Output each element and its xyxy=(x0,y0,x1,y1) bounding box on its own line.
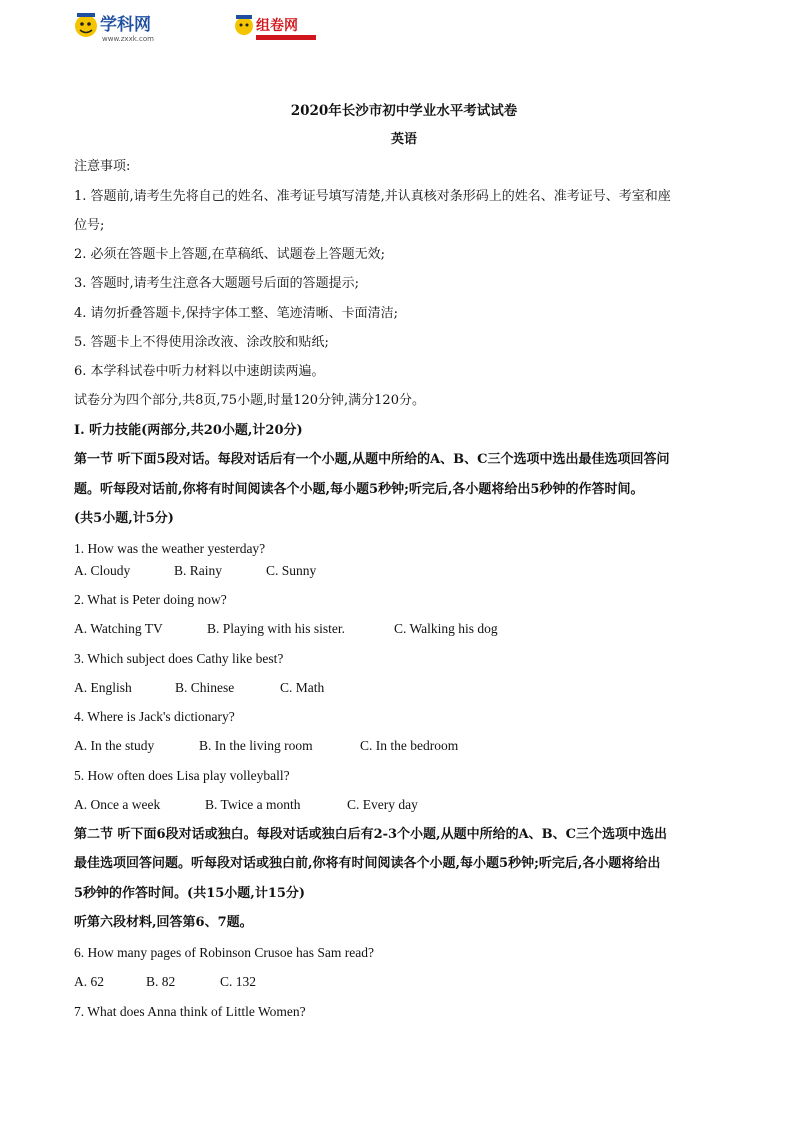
option-b: B. 82 xyxy=(146,974,176,989)
material-6-heading: 听第六段材料,回答第6、7题。 xyxy=(74,915,253,930)
logo2-text: 组卷网 xyxy=(256,18,298,34)
note-line: 4. 请勿折叠答题卡,保持字体工整、笔迹清晰、卡面清洁; xyxy=(74,306,399,321)
section2-instructions: 最佳选项回答问题。听每段对话或独白前,你将有时间阅读各个小题,每小题5秒钟;听完后,各小题将给出 xyxy=(74,856,661,871)
option-c: C. Every day xyxy=(347,797,418,812)
question-3: 3. Which subject does Cathy like best? xyxy=(74,651,284,666)
option-a: A. Cloudy xyxy=(74,563,131,578)
option-b: B. Chinese xyxy=(175,680,235,695)
option-c: C. 132 xyxy=(220,974,257,989)
note-line: 2. 必须在答题卡上答题,在草稿纸、试题卷上答题无效; xyxy=(74,247,386,262)
section1-instructions: (共5小题,计5分) xyxy=(74,511,174,526)
logo1-url: www.zxxk.com xyxy=(102,35,154,43)
question-4: 4. Where is Jack's dictionary? xyxy=(74,709,235,724)
question-1: 1. How was the weather yesterday? xyxy=(74,541,266,556)
question-2: 2. What is Peter doing now? xyxy=(74,592,227,607)
option-b: B. Playing with his sister. xyxy=(207,621,346,636)
note-line: 6. 本学科试卷中听力材料以中速朗读两遍。 xyxy=(74,364,325,379)
option-c: C. Walking his dog xyxy=(394,621,498,636)
section1-instructions: 第一节 听下面5段对话。每段对话后有一个小题,从题中所给的A、B、C三个选项中选出最佳选项回答问 xyxy=(74,452,670,467)
option-c: C. Math xyxy=(280,680,325,695)
exam-summary: 试卷分为四个部分,共8页,75小题,时量120分钟,满分120分。 xyxy=(74,393,425,408)
option-a: A. 62 xyxy=(74,974,104,989)
exam-title: 2020年长沙市初中学业水平考试试卷 xyxy=(290,103,518,119)
note-line: 5. 答题卡上不得使用涂改液、涂改胶和贴纸; xyxy=(74,335,329,350)
section2-instructions: 第二节 听下面6段对话或独白。每段对话或独白后有2-3个小题,从题中所给的A、B、C三个选项中选出 xyxy=(74,827,668,842)
exam-subject: 英语 xyxy=(390,132,417,147)
option-b: B. Twice a month xyxy=(205,797,301,812)
option-b: B. In the living room xyxy=(199,738,313,753)
option-a: A. English xyxy=(74,680,132,695)
question-6: 6. How many pages of Robinson Crusoe has Sam read? xyxy=(74,945,374,960)
part1-heading: I. 听力技能(两部分,共20小题,计20分) xyxy=(74,423,303,438)
section1-instructions: 题。听每段对话前,你将有时间阅读各个小题,每小题5秒钟;听完后,各小题将给出5秒钟的作答时间。 xyxy=(74,482,644,497)
notice-heading: 注意事项: xyxy=(74,159,131,174)
zujuanwang-logo xyxy=(234,10,324,44)
option-c: C. Sunny xyxy=(266,563,317,578)
option-c: C. In the bedroom xyxy=(360,738,459,753)
option-a: A. Watching TV xyxy=(74,621,163,636)
option-a: A. Once a week xyxy=(74,797,161,812)
question-7: 7. What does Anna think of Little Women? xyxy=(74,1004,306,1019)
option-b: B. Rainy xyxy=(174,563,223,578)
option-a: A. In the study xyxy=(74,738,155,753)
logo1-text: 学科网 xyxy=(100,15,151,35)
note-line: 1. 答题前,请考生先将自己的姓名、准考证号填写清楚,并认真核对条形码上的姓名、准考证号、考室和座 xyxy=(74,189,671,204)
page-header xyxy=(72,8,372,44)
note-line: 3. 答题时,请考生注意各大题题号后面的答题提示; xyxy=(74,276,360,291)
section2-instructions: 5秒钟的作答时间。(共15小题,计15分) xyxy=(74,886,306,901)
question-5: 5. How often does Lisa play volleyball? xyxy=(74,768,290,783)
note-line: 位号; xyxy=(74,218,105,233)
xuekewang-logo xyxy=(72,8,222,44)
